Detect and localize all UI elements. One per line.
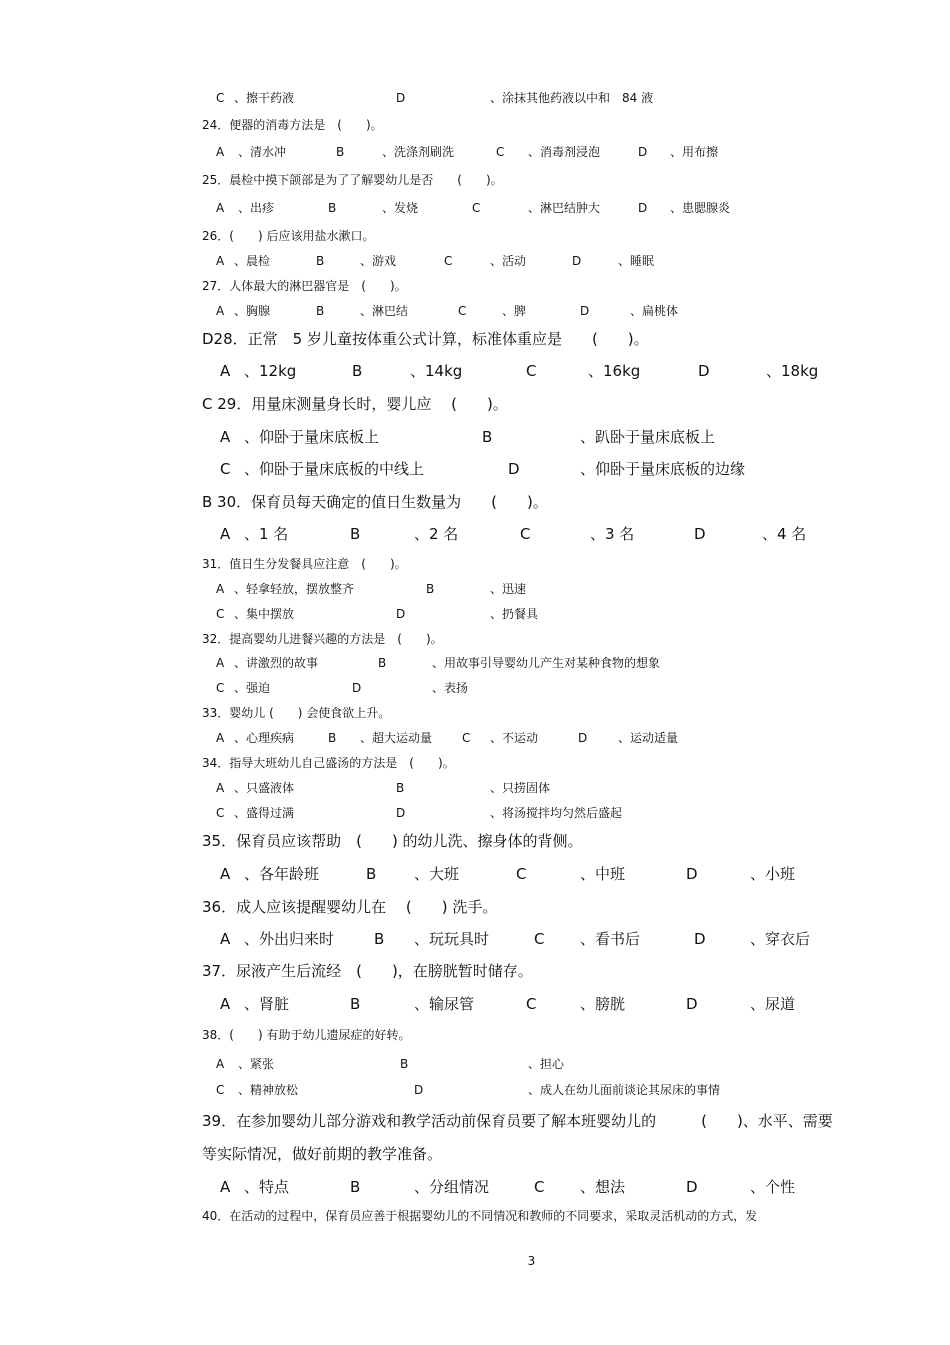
text-segment: 、超大运动量	[360, 731, 433, 745]
text-segment: 、大班	[414, 865, 460, 883]
text-segment: 40．在活动的过程中，保育员应善于根据婴幼儿的不同情况和教师的不同要求，采取灵活机动的方式，发	[202, 1209, 758, 1223]
text-segment: B	[426, 582, 435, 596]
text-segment: 、扔餐具	[490, 607, 539, 621]
text-segment: 、淋巴结	[360, 304, 409, 318]
text-segment: 、胸腺	[234, 304, 271, 318]
text-segment: A	[216, 1057, 225, 1071]
text-segment: D	[638, 145, 648, 159]
text-segment: 、肾脏	[244, 995, 290, 1013]
text-segment: A	[216, 731, 225, 745]
text-segment: B	[328, 731, 337, 745]
text-segment: D	[572, 254, 582, 268]
text-segment: 、擦干药液	[234, 91, 295, 105]
text-segment: 、4 名	[762, 525, 807, 543]
text-segment: C	[516, 865, 527, 883]
text-segment: D	[686, 1178, 698, 1196]
text-segment: A	[220, 525, 231, 543]
text-segment: C	[444, 254, 453, 268]
text-segment: 、用故事引导婴幼儿产生对某种食物的想象	[432, 656, 661, 670]
text-segment: 、输尿管	[414, 995, 475, 1013]
text-segment: 、晨检	[234, 254, 271, 268]
text-segment: 、活动	[490, 254, 527, 268]
text-segment: B	[316, 304, 325, 318]
text-segment: 、出疹	[238, 201, 275, 215]
text-segment: D	[414, 1083, 424, 1097]
text-segment: 、淋巴结肿大	[528, 201, 601, 215]
text-segment: 等实际情况，做好前期的教学准备。	[202, 1145, 443, 1163]
text-segment: D	[508, 460, 520, 478]
text-segment: 、分组情况	[414, 1178, 490, 1196]
text-segment: C	[216, 607, 225, 621]
text-segment: B	[374, 930, 385, 948]
text-segment: 、仰卧于量床底板上	[244, 428, 380, 446]
page-number: 3	[527, 1254, 536, 1268]
text-segment: A	[216, 304, 225, 318]
text-segment: 、3 名	[590, 525, 635, 543]
text-segment: 、讲激烈的故事	[234, 656, 319, 670]
text-segment: C	[520, 525, 531, 543]
text-segment: 、特点	[244, 1178, 290, 1196]
text-segment: 、仰卧于量床底板的中线上	[244, 460, 425, 478]
text-segment: A	[220, 428, 231, 446]
text-segment: B	[378, 656, 387, 670]
text-segment: 、尿道	[750, 995, 796, 1013]
text-segment: 、消毒剂浸泡	[528, 145, 601, 159]
text-segment: 、紧张	[238, 1057, 275, 1071]
text-segment: 、发烧	[382, 201, 419, 215]
text-segment: 、中班	[580, 865, 626, 883]
text-segment: C	[534, 1178, 545, 1196]
text-segment: C	[458, 304, 467, 318]
text-segment: 32．提高婴幼儿进餐兴趣的方法是 ( )。	[202, 632, 443, 646]
text-segment: 84 液	[622, 91, 654, 105]
text-segment: 27．人体最大的淋巴器官是 ( )。	[202, 279, 407, 293]
text-segment: 、集中摆放	[234, 607, 295, 621]
text-segment: B 30．保育员每天确定的值日生数量为 ( )。	[202, 493, 548, 511]
text-segment: A	[216, 254, 225, 268]
text-segment: 、小班	[750, 865, 796, 883]
text-segment: 、精神放松	[238, 1083, 299, 1097]
text-segment: 、16kg	[588, 362, 641, 380]
text-segment: A	[216, 781, 225, 795]
text-segment: B	[396, 781, 405, 795]
text-segment: D	[396, 806, 406, 820]
text-segment: 、趴卧于量床底板上	[580, 428, 716, 446]
text-segment: 、2 名	[414, 525, 459, 543]
text-segment: B	[350, 525, 361, 543]
text-segment: A	[216, 145, 225, 159]
text-segment: B	[350, 995, 361, 1013]
text-segment: A	[216, 201, 225, 215]
text-segment: 、用布擦	[670, 145, 719, 159]
text-segment: 31．值日生分发餐具应注意 ( )。	[202, 557, 407, 571]
text-segment: D	[578, 731, 588, 745]
text-segment: 34．指导大班幼儿自己盛汤的方法是 ( )。	[202, 756, 455, 770]
text-segment: B	[336, 145, 345, 159]
text-segment: 、18kg	[766, 362, 819, 380]
text-segment: 、运动适量	[618, 731, 679, 745]
text-segment: 35．保育员应该帮助 ( ) 的幼儿洗、擦身体的背侧。	[202, 832, 583, 850]
text-segment: B	[350, 1178, 361, 1196]
text-segment: D28．正常 5 岁儿童按体重公式计算，标准体重应是 ( )。	[202, 330, 649, 348]
text-segment: C	[534, 930, 545, 948]
text-segment: C	[526, 995, 537, 1013]
text-segment: 、涂抹其他药液以中和	[490, 91, 611, 105]
text-segment: D	[694, 525, 706, 543]
text-segment: A	[216, 582, 225, 596]
text-segment: D	[686, 865, 698, 883]
text-segment: 38．( ) 有助于幼儿遗尿症的好转。	[202, 1028, 411, 1042]
text-segment: D	[694, 930, 706, 948]
text-segment: 、只捞固体	[490, 781, 551, 795]
text-segment: A	[216, 656, 225, 670]
text-segment: C	[462, 731, 471, 745]
text-segment: C	[220, 460, 231, 478]
text-segment: 、表扬	[432, 681, 469, 695]
text-segment: C	[496, 145, 505, 159]
text-segment: 39．在参加婴幼儿部分游戏和教学活动前保育员要了解本班婴幼儿的 ( )、水平、需要	[202, 1112, 833, 1130]
text-segment: C	[216, 1083, 225, 1097]
text-segment: C	[216, 91, 225, 105]
text-segment: 、扁桃体	[630, 304, 679, 318]
text-segment: 、12kg	[244, 362, 297, 380]
text-segment: 、脾	[502, 304, 527, 318]
text-segment: C 29．用量床测量身长时，婴儿应 ( )。	[202, 395, 508, 413]
text-segment: A	[220, 362, 231, 380]
text-segment: A	[220, 930, 231, 948]
text-segment: C	[472, 201, 481, 215]
text-segment: A	[220, 1178, 231, 1196]
text-segment: 、个性	[750, 1178, 796, 1196]
text-segment: 、将汤搅拌均匀然后盛起	[490, 806, 623, 820]
text-segment: D	[352, 681, 362, 695]
text-segment: 、患腮腺炎	[670, 201, 731, 215]
text-segment: 26．( ) 后应该用盐水漱口。	[202, 229, 375, 243]
text-segment: 、膀胱	[580, 995, 626, 1013]
text-segment: B	[316, 254, 325, 268]
text-segment: 、心理疾病	[234, 731, 295, 745]
text-segment: 、迅速	[490, 582, 527, 596]
text-segment: 、盛得过满	[234, 806, 295, 820]
text-segment: 、14kg	[410, 362, 463, 380]
text-segment: 、清水冲	[238, 145, 287, 159]
text-segment: D	[638, 201, 648, 215]
text-segment: D	[396, 607, 406, 621]
text-segment: 、穿衣后	[750, 930, 811, 948]
text-segment: 25．晨检中摸下颌部是为了了解婴幼儿是否 ( )。	[202, 173, 503, 187]
text-segment: C	[526, 362, 537, 380]
text-segment: 、各年龄班	[244, 865, 320, 883]
text-segment: D	[396, 91, 406, 105]
text-segment: D	[580, 304, 590, 318]
text-segment: D	[686, 995, 698, 1013]
text-segment: B	[352, 362, 363, 380]
text-segment: 、强迫	[234, 681, 271, 695]
text-segment: 、洗涤剂刷洗	[382, 145, 455, 159]
text-segment: 、游戏	[360, 254, 397, 268]
text-segment: 37．尿液产生后流经 ( )，在膀胱暂时储存。	[202, 962, 533, 980]
text-segment: 、玩玩具时	[414, 930, 490, 948]
text-segment: 、外出归来时	[244, 930, 335, 948]
text-segment: D	[698, 362, 710, 380]
text-segment: 、仰卧于量床底板的边缘	[580, 460, 746, 478]
text-segment: 、担心	[528, 1057, 565, 1071]
text-segment: B	[366, 865, 377, 883]
text-segment: B	[328, 201, 337, 215]
text-segment: A	[220, 865, 231, 883]
text-segment: 33．婴幼儿 ( ) 会使食欲上升。	[202, 706, 391, 720]
text-segment: A	[220, 995, 231, 1013]
text-segment: 、只盛液体	[234, 781, 295, 795]
text-segment: 、成人在幼儿面前谈论其尿床的事情	[528, 1083, 721, 1097]
text-segment: 、不运动	[490, 731, 539, 745]
text-segment: B	[482, 428, 493, 446]
text-segment: 、睡眠	[618, 254, 655, 268]
text-segment: 、1 名	[244, 525, 289, 543]
text-segment: 24．便器的消毒方法是 ( )。	[202, 118, 383, 132]
text-segment: 、看书后	[580, 930, 641, 948]
text-segment: 36．成人应该提醒婴幼儿在 ( ) 洗手。	[202, 898, 498, 916]
text-segment: B	[400, 1057, 409, 1071]
text-segment: C	[216, 681, 225, 695]
text-segment: C	[216, 806, 225, 820]
text-segment: 、想法	[580, 1178, 626, 1196]
text-segment: 、轻拿轻放，摆放整齐	[234, 582, 355, 596]
